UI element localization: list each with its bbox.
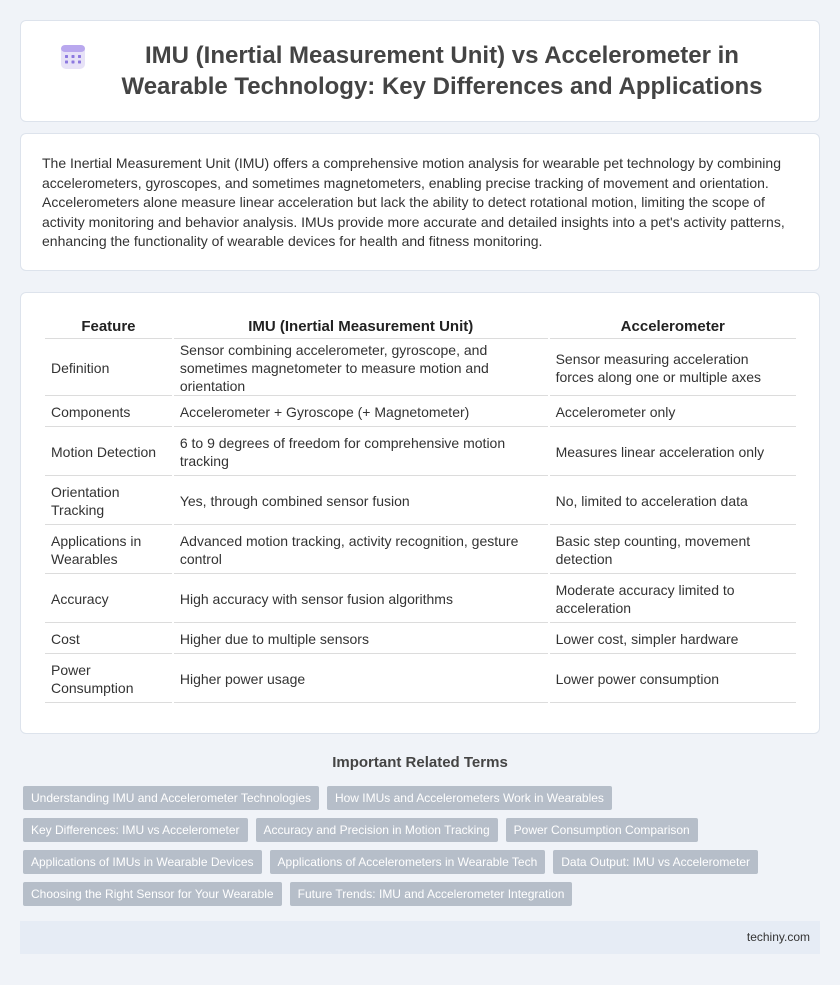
table-row [45,656,796,703]
imu-cell: Yes, through combined sensor fusion [174,478,548,525]
comparison-card [20,292,820,734]
imu-cell: Advanced motion tracking, activity recognition, gesture control [174,527,548,574]
tag-row [23,786,803,810]
title-wrap [60,40,780,102]
accelerometer-cell: Measures linear acceleration only [550,429,796,476]
feature-cell: Cost [45,625,172,654]
imu-cell: High accuracy with sensor fusion algorithms [174,576,548,623]
table-row [45,398,796,427]
imu-cell: Sensor combining accelerometer, gyroscope, and sometimes magnetometer to measure motion and orientation [174,341,548,396]
table-row [45,527,796,574]
feature-cell: Definition [45,341,172,396]
related-term-tag[interactable]: Future Trends: IMU and Accelerometer Integration [290,882,573,906]
tag-row [23,818,803,842]
tag-row [23,882,803,906]
accelerometer-cell: Sensor measuring acceleration forces along one or multiple axes [550,341,796,396]
accelerometer-cell: Basic step counting, movement detection [550,527,796,574]
imu-cell: 6 to 9 degrees of freedom for comprehensive motion tracking [174,429,548,476]
footer [20,921,820,954]
comparison-table [43,311,798,705]
related-term-tag[interactable]: Accuracy and Precision in Motion Tracking [256,818,498,842]
imu-cell: Higher power usage [174,656,548,703]
accelerometer-cell: Moderate accuracy limited to acceleration [550,576,796,623]
related-term-tag[interactable]: Power Consumption Comparison [506,818,698,842]
related-term-tag[interactable]: How IMUs and Accelerometers Work in Wearables [327,786,612,810]
imu-cell: Accelerometer + Gyroscope (+ Magnetometer) [174,398,548,427]
intro-card [20,133,820,271]
related-term-tag[interactable]: Data Output: IMU vs Accelerometer [553,850,758,874]
tag-row [23,850,803,874]
feature-cell: Power Consumption [45,656,172,703]
table-row [45,429,796,476]
grid-calculator-icon [60,44,86,70]
related-term-tag[interactable]: Choosing the Right Sensor for Your Wearable [23,882,282,906]
table-header-row [45,313,796,339]
page-title: IMU (Inertial Measurement Unit) vs Accelerometer in Wearable Technology: Key Differences and Applications [121,42,763,100]
table-row [45,625,796,654]
header-accelerometer: Accelerometer [550,313,796,339]
intro-paragraph: The Inertial Measurement Unit (IMU) offers a comprehensive motion analysis for wearable pet technology by combining accelerometers, gyroscopes, and sometimes magnetometers, enabling precise tracking of movement and orientation. Accelerometers alone measure linear acceleration but lack the ability to detect rotational motion, limiting the scope of activity monitoring and behavior analysis. IMUs provide more accurate and detailed insights into a pet's activity patterns, enhancing the functionality of wearable devices for health and fitness monitoring. [42,155,785,249]
feature-cell: Applications in Wearables [45,527,172,574]
header-imu: IMU (Inertial Measurement Unit) [174,313,548,339]
related-terms-list [23,786,803,914]
feature-cell: Motion Detection [45,429,172,476]
feature-cell: Accuracy [45,576,172,623]
table-row [45,478,796,525]
related-term-tag[interactable]: Understanding IMU and Accelerometer Technologies [23,786,319,810]
related-term-tag[interactable]: Key Differences: IMU vs Accelerometer [23,818,248,842]
table-row [45,341,796,396]
title-card [20,20,820,122]
imu-cell: Higher due to multiple sensors [174,625,548,654]
feature-cell: Components [45,398,172,427]
accelerometer-cell: Lower power consumption [550,656,796,703]
related-terms-title: Important Related Terms [332,754,508,771]
related-term-tag[interactable]: Applications of Accelerometers in Wearable Tech [270,850,546,874]
accelerometer-cell: Accelerometer only [550,398,796,427]
accelerometer-cell: No, limited to acceleration data [550,478,796,525]
table-row [45,576,796,623]
related-term-tag[interactable]: Applications of IMUs in Wearable Devices [23,850,262,874]
feature-cell: Orientation Tracking [45,478,172,525]
footer-site-link[interactable]: techiny.com [746,930,810,944]
header-feature: Feature [45,313,172,339]
accelerometer-cell: Lower cost, simpler hardware [550,625,796,654]
